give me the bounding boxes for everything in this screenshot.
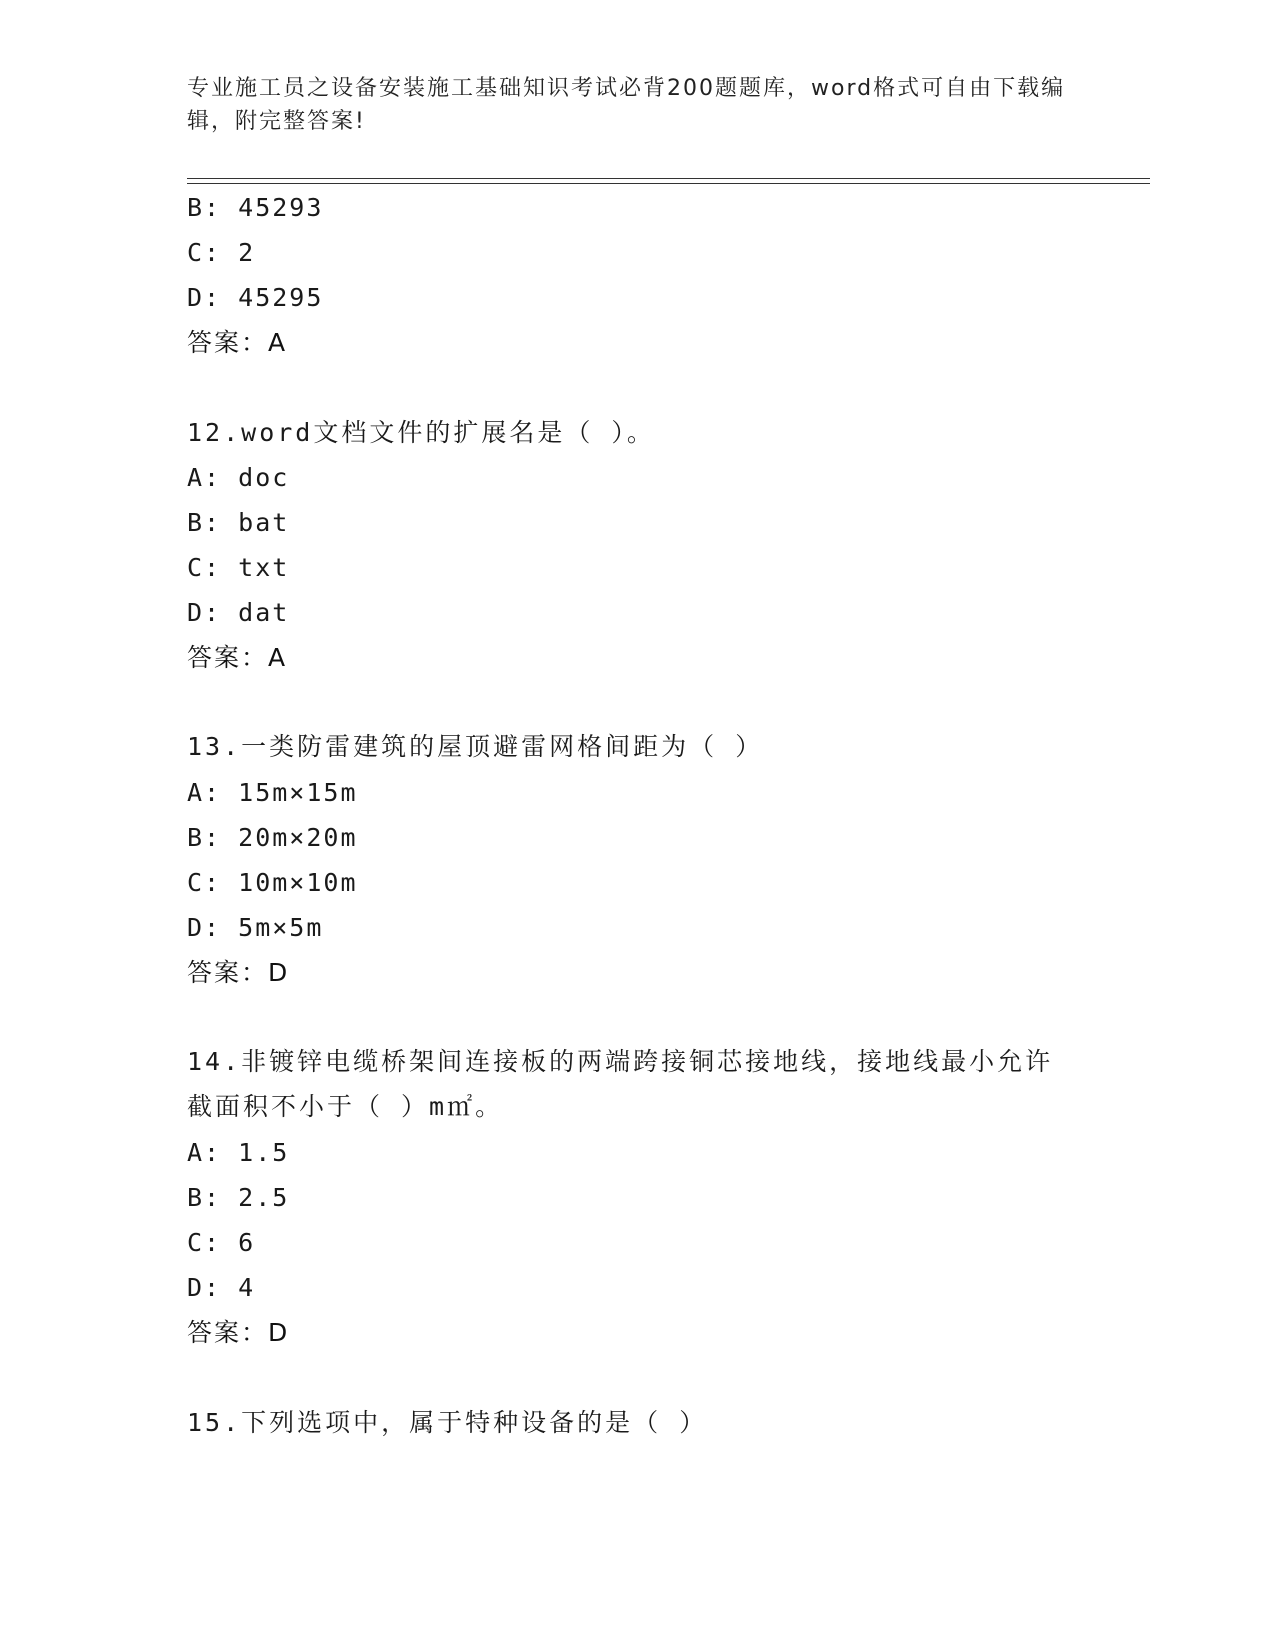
q14-option-c: C: 6 bbox=[187, 1228, 256, 1257]
q12-option-b: B: bat bbox=[187, 508, 290, 537]
q14-option-d: D: 4 bbox=[187, 1273, 256, 1302]
q14-stem: 14.非镀锌电缆桥架间连接板的两端跨接铜芯接地线，接地线最小允许截面积不小于（ ）m㎡。 bbox=[187, 1047, 1054, 1121]
q13-option-d: D: 5m×5m bbox=[187, 913, 324, 942]
q14-option-a: A: 1.5 bbox=[187, 1138, 290, 1167]
q11-option-b: B: 45293 bbox=[187, 193, 324, 222]
q14-option-b: B: 2.5 bbox=[187, 1183, 290, 1212]
q11-option-c: C: 2 bbox=[187, 238, 256, 267]
q11-answer: 答案：A bbox=[187, 328, 288, 357]
document-header-title: 专业施工员之设备安装施工基础知识考试必背200题题库，word格式可自由下载编辑，附完整答案! bbox=[187, 76, 1066, 134]
q13-stem: 13.一类防雷建筑的屋顶避雷网格间距为（ ） bbox=[187, 732, 764, 761]
header-divider-top bbox=[187, 178, 1150, 179]
q12-option-a: A: doc bbox=[187, 463, 290, 492]
q12-answer: 答案：A bbox=[187, 643, 288, 672]
q13-option-a: A: 15m×15m bbox=[187, 778, 358, 807]
q12-option-d: D: dat bbox=[187, 598, 290, 627]
q13-option-b: B: 20m×20m bbox=[187, 823, 358, 852]
q12-stem: 12.word文档文件的扩展名是（ ）。 bbox=[187, 418, 655, 447]
header-divider-bottom bbox=[187, 183, 1150, 184]
q14-answer: 答案：D bbox=[187, 1318, 290, 1347]
q11-option-d: D: 45295 bbox=[187, 283, 324, 312]
q15-stem: 15.下列选项中，属于特种设备的是（ ） bbox=[187, 1408, 708, 1437]
q13-answer: 答案：D bbox=[187, 958, 290, 987]
q13-option-c: C: 10m×10m bbox=[187, 868, 358, 897]
q12-option-c: C: txt bbox=[187, 553, 290, 582]
